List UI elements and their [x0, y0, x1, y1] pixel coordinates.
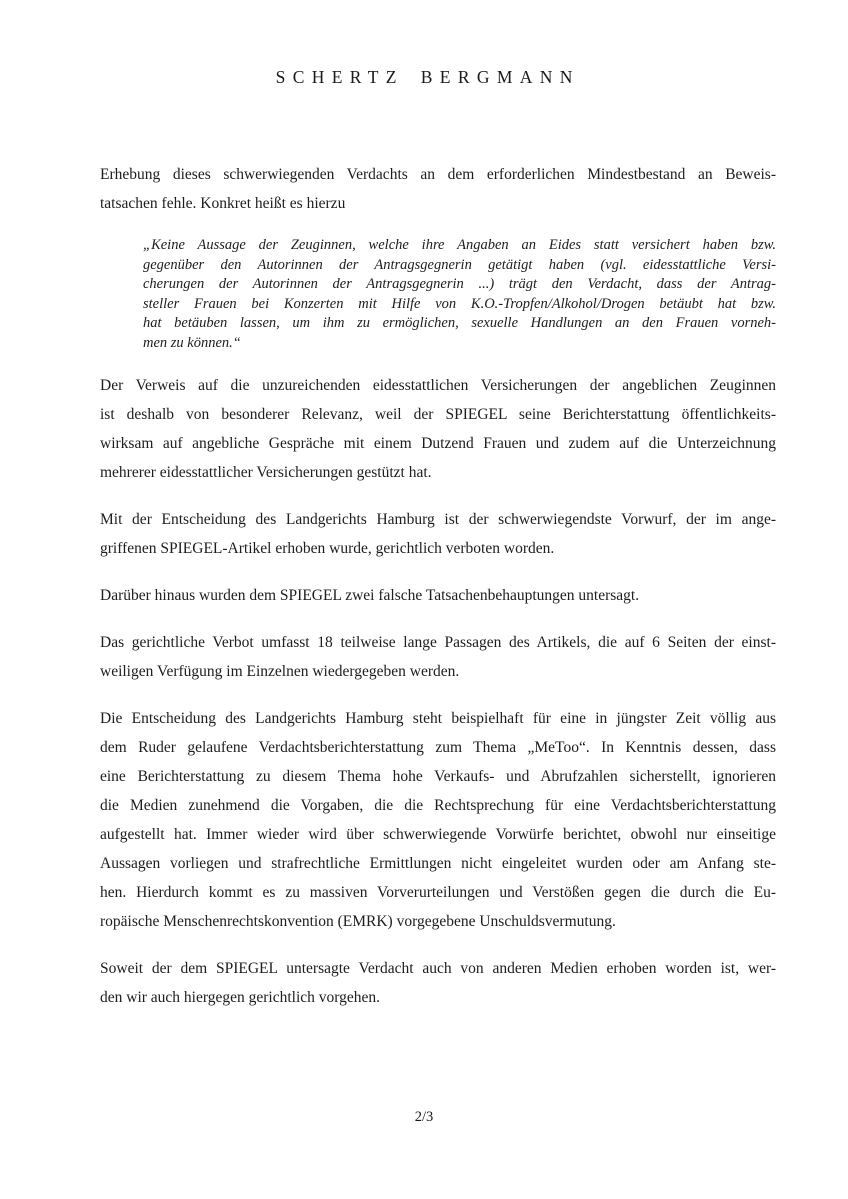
text-line: tatsachen fehle. Konkret heißt es hierzu	[100, 195, 346, 212]
text-line: weiligen Verfügung im Einzelnen wiedergegeben werden.	[100, 663, 460, 680]
text-line: griffenen SPIEGEL-Artikel erhoben wurde, gerichtlich verboten worden.	[100, 540, 555, 557]
text-line: hen. Hierdurch kommt es zu massiven Vorverurteilungen und Verstößen gegen die durch die Eu-	[100, 884, 776, 901]
text-line: Soweit der dem SPIEGEL untersagte Verdacht auch von anderen Medien erhoben worden ist, wer-	[100, 960, 776, 977]
page-number: 2/3	[414, 1109, 434, 1125]
text-line: steller Frauen bei Konzerten mit Hilfe von K.O.-Tropfen/Alkohol/Drogen betäubt hat bzw.	[143, 295, 776, 312]
text-line: ist deshalb von besonderer Relevanz, weil der SPIEGEL seine Berichterstattung öffentlichkeits-	[100, 406, 776, 423]
page-footer	[0, 1108, 848, 1126]
text-line: men zu können.“	[143, 334, 241, 351]
text-line: eine Berichterstattung zu diesem Thema hohe Verkaufs- und Abrufzahlen sicherstellt, ignorieren	[100, 768, 776, 785]
body-paragraph	[100, 371, 776, 487]
letterhead-brand: SCHERTZ BERGMANN	[275, 67, 580, 87]
text-line: aufgestellt hat. Immer wieder wird über schwerwiegende Vorwürfe berichtet, obwohl nur einseitige	[100, 826, 776, 843]
text-line: wirksam auf angebliche Gespräche mit einem Dutzend Frauen und zudem auf die Unterzeichnung	[100, 435, 776, 452]
text-line: Mit der Entscheidung des Landgerichts Hamburg ist der schwerwiegendste Vorwurf, der im ange-	[100, 511, 776, 528]
text-line: gegenüber den Autorinnen der Antragsgegnerin getätigt haben (vgl. eidesstattliche Versi-	[143, 256, 776, 273]
text-line: Der Verweis auf die unzureichenden eidesstattlichen Versicherungen der angeblichen Zeuginnen	[100, 377, 776, 394]
text-line: ropäische Menschenrechtskonvention (EMRK) vorgegebene Unschuldsvermutung.	[100, 913, 616, 930]
body-paragraph	[100, 160, 776, 218]
text-line: den wir auch hiergegen gerichtlich vorgehen.	[100, 989, 381, 1006]
body-paragraph	[100, 628, 776, 686]
document-body	[100, 160, 776, 1012]
letterhead	[0, 0, 848, 88]
body-paragraph	[100, 581, 776, 610]
body-paragraph	[100, 954, 776, 1012]
text-line: Die Entscheidung des Landgerichts Hamburg steht beispielhaft für eine in jüngster Zeit völlig aus	[100, 710, 776, 727]
text-line: Das gerichtliche Verbot umfasst 18 teilweise lange Passagen des Artikels, die auf 6 Seiten der einst-	[100, 634, 776, 651]
text-line: dem Ruder gelaufene Verdachtsberichterstattung zum Thema „MeToo“. In Kenntnis dessen, dass	[100, 739, 776, 756]
text-line: hat betäuben lassen, um ihm zu ermöglichen, sexuelle Handlungen an den Frauen vorneh-	[143, 315, 776, 331]
text-line: die Medien zunehmend die Vorgaben, die die Rechtsprechung für eine Verdachtsberichterstattung	[100, 797, 776, 814]
text-line: Darüber hinaus wurden dem SPIEGEL zwei falsche Tatsachenbehauptungen untersagt.	[100, 587, 640, 604]
text-line: „Keine Aussage der Zeuginnen, welche ihre Angaben an Eides statt versichert haben bzw.	[143, 237, 776, 253]
body-paragraph	[100, 505, 776, 563]
text-line: Erhebung dieses schwerwiegenden Verdachts an dem erforderlichen Mindestbestand an Beweis-	[100, 166, 776, 183]
quoted-passage	[143, 236, 776, 353]
text-line: cherungen der Autorinnen der Antragsgegnerin ...) trägt den Verdacht, dass der Antrag-	[143, 276, 776, 292]
body-paragraph	[100, 704, 776, 936]
text-line: Aussagen vorliegen und strafrechtliche Ermittlungen nicht eingeleitet wurden oder am Anfang ste-	[100, 855, 776, 872]
text-line: mehrerer eidesstattlicher Versicherungen gestützt hat.	[100, 464, 432, 481]
